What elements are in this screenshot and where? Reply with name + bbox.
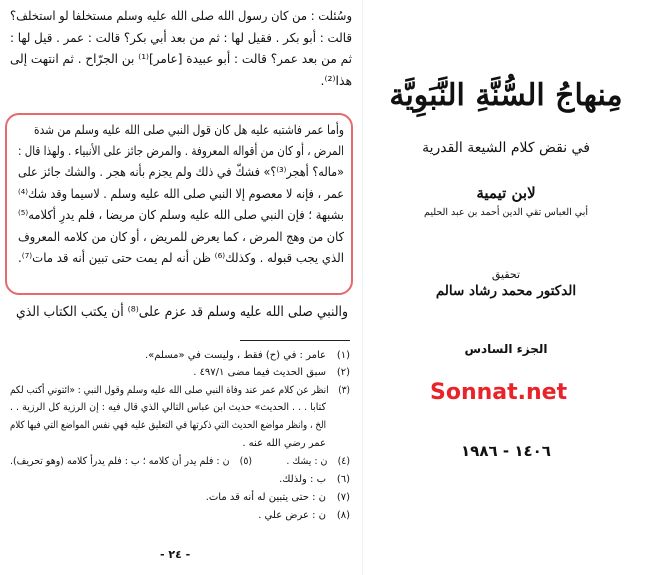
footnote-6: [10, 474, 350, 485]
text-line: ثم من بعد عمر؟ قالت : أبو عبيدة [عامر]⁽¹⁾ بن الجرّاح . ثم انتهت إلى: [9, 51, 352, 66]
publication-year: ١٤٠٦ - ١٩٨٦: [461, 442, 551, 460]
footnote-number: (٣): [338, 385, 350, 396]
footnote-text: ن : يشك .: [286, 456, 328, 467]
highlighted-line: بشبهة ؛ فإن النبي صلى الله عليه وسلم كان مريضا ، فلم يدرِ أكلامه⁽⁵⁾: [17, 207, 345, 222]
text-line: والنبي صلى الله عليه وسلم قد عزم على⁽⁸⁾ أن يكتب الكتاب الذي: [16, 304, 348, 320]
footnote-number: (١): [336, 350, 350, 361]
editor-label: تحقيق: [491, 268, 521, 281]
footnote-text: ن : فلم يدر أن كلامه ؛ ب : فلم يدرأ كلامه (وهو تحريف).: [10, 456, 230, 467]
footnote-3-continuation: كتابا . . . الحديث» حديث ابن عباس التالي الذي قال فيه : إن الرزية كل الرزية . .: [10, 402, 327, 413]
highlight-box: [5, 113, 353, 295]
footnote-3: [10, 385, 350, 396]
text-line: هذا⁽²⁾.: [320, 73, 352, 88]
watermark: Sonnat.net: [430, 380, 568, 405]
volume-label: الجزء السادس: [464, 342, 548, 356]
highlighted-line: كان من وهج المرض ، كما يعرض للمريض ، أو كان من كلامه المعروف: [17, 229, 344, 244]
footnote-number: (٧): [336, 492, 350, 503]
highlighted-line: المرض ، أو كان من أقواله المعروفة . والمرض جائز على الأنبياء . ولهذا قال :: [18, 143, 345, 158]
footnote-rule: [240, 340, 350, 341]
footnote-number: (٦): [336, 474, 350, 485]
footnote-7: [10, 492, 350, 503]
footnote-number: (٨): [336, 510, 350, 521]
editor-name: الدكتور محمد رشاد سالم: [435, 283, 577, 299]
footnote-1: [10, 350, 350, 361]
highlighted-line: «ماله؟ أهجر⁽³⁾؟» فشكّ في ذلك ولم يجزم بأنه هجر . والشك جائز على: [17, 164, 344, 179]
footnote-number: (٥): [239, 456, 253, 467]
footnote-3-continuation: عمر رضي الله عنه .: [242, 438, 326, 449]
highlighted-line: وأما عمر فاشتبه عليه هل كان قول النبي صلى الله عليه وسلم من شدة: [34, 122, 344, 137]
footnote-text: ن : عرض علي .: [258, 510, 326, 521]
page-gutter: [362, 0, 363, 575]
text-line: وسُئلت : من كان رسول الله صلى الله عليه وسلم مستخلفا لو استخلف؟: [10, 8, 353, 23]
footnote-text: سبق الحديث فيما مضى ٤٩٧/١ .: [193, 367, 326, 378]
highlighted-line: الذي يجب قبوله . وكذلك⁽⁶⁾ ظن أنه لم يمت حتى تبين أنه قد مات⁽⁷⁾.: [18, 250, 344, 265]
text-line: قالت : أبو بكر . فقيل لها : ثم من بعد أبي بكر؟ قالت : عمر . قيل لها :: [9, 30, 352, 45]
footnote-text: انظر عن كلام عمر عند وفاة النبي صلى الله عليه وسلم وقول النبي : «ائتوني أكتب لكم: [10, 385, 329, 396]
book-title: مِنهاجُ السُّنَّةِ النَّبَوِيَّة: [389, 78, 623, 113]
book-subtitle: في نقض كلام الشيعة القدرية: [422, 140, 590, 156]
footnote-8: [10, 510, 350, 521]
footnote-text: ب : ولذلك.: [279, 474, 326, 485]
footnote-number: (٤): [337, 456, 350, 467]
footnote-3-continuation: الخ ، وانظر مواضع الحديث التي ذكرتها في التعليق عليه فهي نفس المواضع التي فيها كلام: [9, 420, 327, 431]
footnote-4-5: [10, 456, 350, 467]
book-author-full-name: أبي العباس تقي الدين أحمد بن عبد الحليم: [424, 207, 588, 218]
highlighted-line: عمر ، فإنه لا معصوم إلا النبي صلى الله عليه وسلم . لاسيما وقد شك⁽⁴⁾: [18, 186, 345, 201]
footnote-text: ن : حتى يتبين له أنه قد مات.: [205, 492, 326, 503]
footnote-text: عامر : في (ح) فقط ، وليست في «مسلم».: [144, 350, 326, 361]
page-number: - ٢٤ -: [160, 548, 191, 561]
footnote-number: (٢): [336, 367, 350, 378]
book-author: لابن تيمية: [476, 184, 536, 202]
footnote-2: [10, 367, 350, 378]
